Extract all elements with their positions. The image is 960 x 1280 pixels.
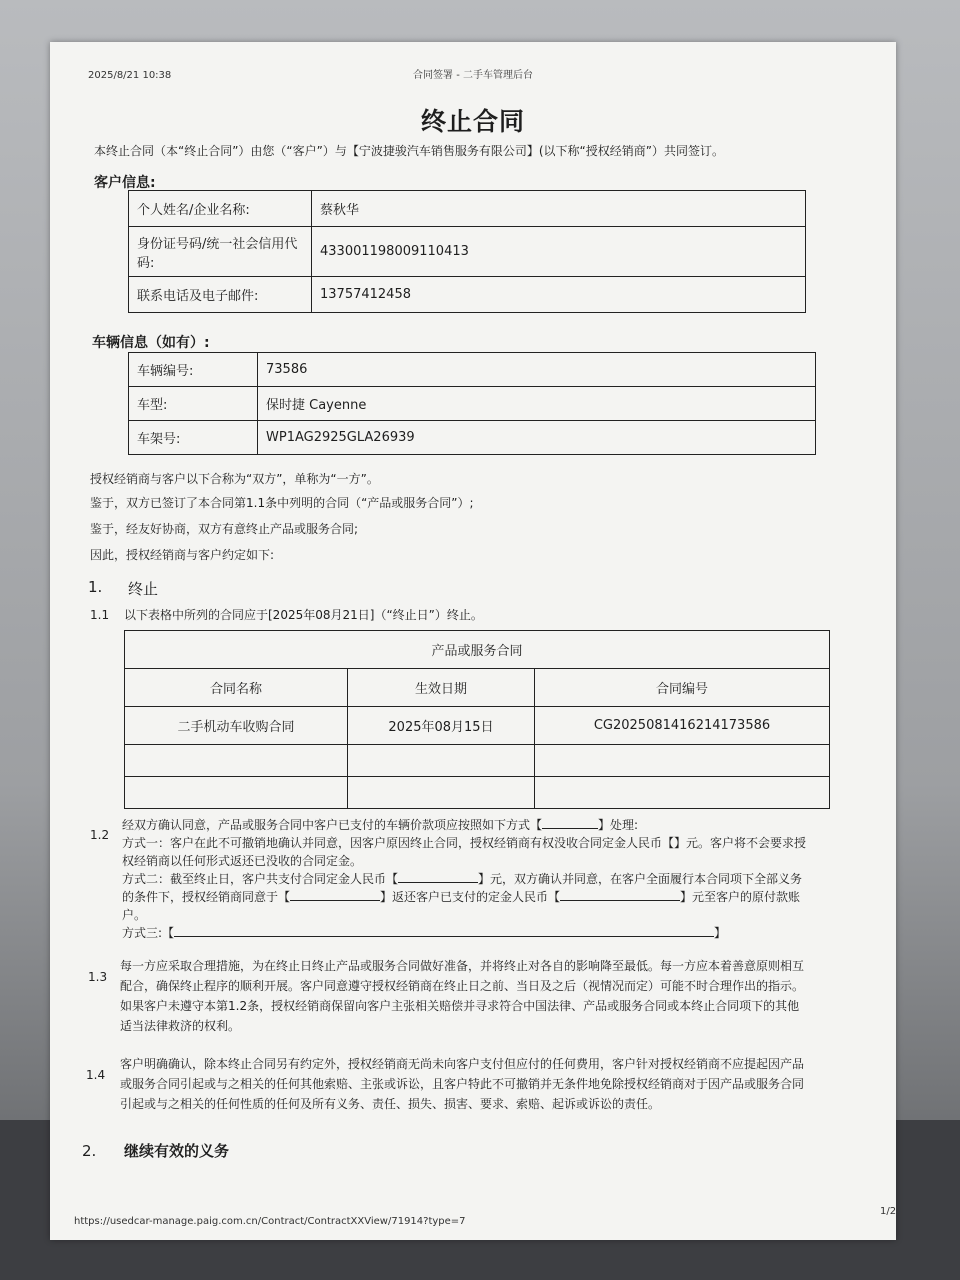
customer-name-label: 个人姓名/企业名称: bbox=[129, 191, 312, 227]
table-row bbox=[125, 631, 830, 669]
clause-1-2-line-6: 户。 bbox=[122, 908, 147, 922]
clause-1-1-number: 1.1 bbox=[90, 608, 110, 622]
cell-empty bbox=[348, 745, 535, 777]
clause-1-2-number: 1.2 bbox=[90, 828, 110, 842]
recital-4: 因此，授权经销商与客户约定如下: bbox=[90, 548, 275, 562]
clause-1-2-line-4: 方式二：截至终止日，客户共支付合同定金人民币【 】元，双方确认并同意，在客户全面履行本合同项下全部义务 bbox=[122, 872, 803, 886]
customer-id-label: 身份证号码/统一社会信用代码: bbox=[129, 227, 312, 277]
table-row bbox=[129, 421, 816, 455]
header-effective-date: 生效日期 bbox=[348, 669, 535, 707]
vehicle-number-value: 73586 bbox=[258, 353, 816, 387]
customer-name-value: 蔡秋华 bbox=[312, 191, 806, 227]
cell-effective-date: 2025年08月15日 bbox=[348, 707, 535, 745]
customer-contact-label: 联系电话及电子邮件: bbox=[129, 277, 312, 313]
section-1-title: 终止 bbox=[128, 580, 159, 598]
intro-paragraph: 本终止合同（本“终止合同”）由您（“客户”）与【宁波捷骏汽车销售服务有限公司】(以下称“授权经销商”）共同签订。 bbox=[94, 144, 724, 158]
vehicle-vin-label: 车架号: bbox=[129, 421, 258, 455]
recital-2: 鉴于，双方已签订了本合同第1.1条中列明的合同（“产品或服务合同”）; bbox=[90, 496, 474, 510]
clause-1-3-line-4: 适当法律救济的权利。 bbox=[120, 1019, 241, 1033]
cell-empty bbox=[535, 745, 830, 777]
cell-empty bbox=[348, 777, 535, 809]
document-title: 终止合同 bbox=[420, 107, 525, 136]
clause-1-2-line-7: 方式三:【 】 bbox=[122, 926, 727, 940]
clause-1-2-line-5: 的条件下，授权经销商同意于【 】返还客户已支付的定金人民币【 】元至客户的原付款账 bbox=[122, 890, 801, 904]
section-2-title: 继续有效的义务 bbox=[124, 1142, 230, 1160]
clause-1-3-number: 1.3 bbox=[88, 970, 108, 984]
table-row bbox=[125, 707, 830, 745]
cell-empty bbox=[125, 745, 348, 777]
vehicle-info-table bbox=[128, 352, 816, 455]
footer-url: https://usedcar-manage.paig.com.cn/Contract/ContractXXView/71914?type=7 bbox=[74, 1216, 466, 1227]
vehicle-info-heading: 车辆信息（如有）: bbox=[92, 335, 210, 351]
clause-1-4-line-1: 客户明确确认，除本终止合同另有约定外，授权经销商无尚未向客户支付但应付的任何费用，客户针对授权经销商不应提起因产品 bbox=[120, 1057, 805, 1071]
recital-1: 授权经销商与客户以下合称为“双方”，单称为“一方”。 bbox=[90, 472, 379, 486]
contracts-table bbox=[124, 630, 830, 809]
vehicle-model-label: 车型: bbox=[129, 387, 258, 421]
contracts-table-caption: 产品或服务合同 bbox=[125, 631, 830, 669]
header-contract-name: 合同名称 bbox=[125, 669, 348, 707]
table-row bbox=[129, 353, 816, 387]
customer-info-table bbox=[128, 190, 806, 313]
table-row bbox=[125, 745, 830, 777]
cell-empty bbox=[535, 777, 830, 809]
section-2-number: 2. bbox=[82, 1142, 97, 1160]
customer-contact-value: 13757412458 bbox=[312, 277, 806, 313]
clause-1-4-number: 1.4 bbox=[86, 1068, 106, 1082]
table-row bbox=[129, 191, 806, 227]
section-1-number: 1. bbox=[88, 578, 103, 596]
vehicle-vin-value: WP1AG2925GLA26939 bbox=[258, 421, 816, 455]
document-page bbox=[50, 42, 896, 1240]
clause-1-2-line-1: 经双方确认同意，产品或服务合同中客户已支付的车辆价款项应按照如下方式【 】处理: bbox=[122, 818, 639, 832]
clause-1-2-text bbox=[122, 816, 890, 942]
clause-1-2-line-3: 权经销商以任何形式返还已没收的合同定金。 bbox=[122, 854, 363, 868]
clause-1-1-text: 以下表格中所列的合同应于[2025年08月21日]（“终止日”）终止。 bbox=[124, 608, 483, 622]
recital-3: 鉴于，经友好协商，双方有意终止产品或服务合同; bbox=[90, 522, 359, 536]
clause-1-4-text bbox=[120, 1054, 900, 1114]
clause-1-4-line-2: 或服务合同引起或与之相关的任何其他索赔、主张或诉讼，且客户特此不可撤销并无条件地免除授权经销商对于因产品或服务合同 bbox=[120, 1077, 805, 1091]
customer-id-value: 433001198009110413 bbox=[312, 227, 806, 277]
vehicle-model-value: 保时捷 Cayenne bbox=[258, 387, 816, 421]
cell-contract-name: 二手机动车收购合同 bbox=[125, 707, 348, 745]
table-row bbox=[125, 777, 830, 809]
cell-contract-number: CG2025081416214173586 bbox=[535, 707, 830, 745]
vehicle-number-label: 车辆编号: bbox=[129, 353, 258, 387]
customer-info-heading: 客户信息: bbox=[94, 175, 156, 191]
clause-1-3-line-2: 配合，确保终止程序的顺利开展。客户同意遵守授权经销商在终止日之前、当日及之后（视情况而定）可能不时合理作出的指示。 bbox=[120, 979, 805, 993]
table-row bbox=[129, 277, 806, 313]
header-contract-number: 合同编号 bbox=[535, 669, 830, 707]
clause-1-3-line-1: 每一方应采取合理措施，为在终止日终止产品或服务合同做好准备，并将终止对各自的影响降至最低。每一方应本着善意原则相互 bbox=[120, 959, 805, 973]
cell-empty bbox=[125, 777, 348, 809]
clause-1-3-line-3: 如果客户未遵守本第1.2条，授权经销商保留向客户主张相关赔偿并寻求符合中国法律、产品或服务合同或本终止合同项下的其他 bbox=[120, 999, 800, 1013]
clause-1-3-text bbox=[120, 956, 900, 1036]
clause-1-2-line-2: 方式一：客户在此不可撤销地确认并同意，因客户原因终止合同，授权经销商有权没收合同定金人民币【】元。客户将不会要求授 bbox=[122, 836, 807, 850]
table-row bbox=[129, 227, 806, 277]
table-row bbox=[125, 669, 830, 707]
clause-1-4-line-3: 引起或与之相关的任何性质的任何及所有义务、责任、损失、损害、要求、索赔、起诉或诉讼的责任。 bbox=[120, 1097, 661, 1111]
footer-page-number: 1/2 bbox=[880, 1206, 897, 1217]
print-page-title: 合同签署 - 二手车管理后台 bbox=[413, 70, 533, 81]
print-datetime: 2025/8/21 10:38 bbox=[88, 70, 172, 81]
table-row bbox=[129, 387, 816, 421]
